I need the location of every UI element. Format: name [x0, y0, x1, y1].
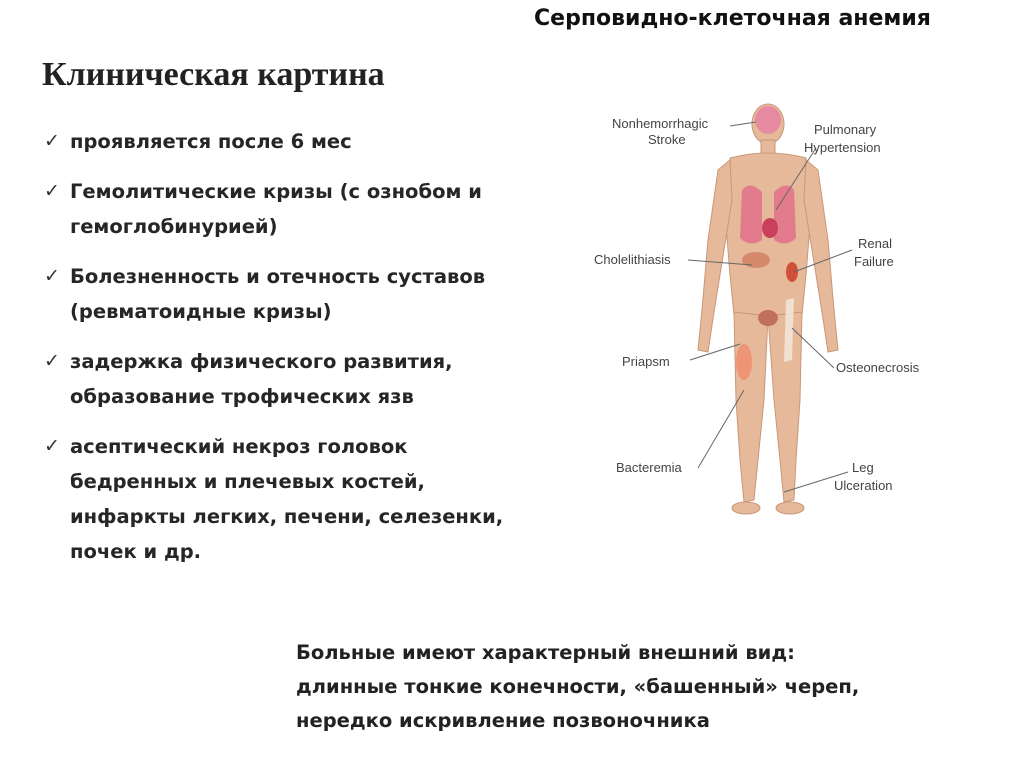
body-diagram-svg [580, 100, 940, 540]
bullet-text: Гемолитические кризы (с ознобом и гемоглобинурией) [70, 180, 482, 238]
bullet-list [44, 124, 534, 584]
left-foot-shape [732, 502, 760, 514]
check-icon: ✓ [44, 350, 60, 372]
right-foot-shape [776, 502, 804, 514]
footer-line-2: длинные тонкие конечности, «башенный» череп, [296, 675, 860, 698]
bullet-text: асептический некроз головок бедренных и плечевых костей, инфаркты легких, печени, селезенки, почек и др. [70, 435, 504, 563]
neck-shape [761, 140, 775, 154]
kidney-shape [786, 262, 798, 282]
check-icon: ✓ [44, 180, 60, 202]
section-heading: Клиническая картина [42, 56, 385, 93]
slide-title: Серповидно-клеточная анемия [534, 6, 931, 31]
bullet-text: Болезненность и отечность суставов (ревматоидные кризы) [70, 265, 486, 323]
liver-shape [742, 252, 770, 268]
brain-shape [755, 106, 781, 134]
bullet-item [44, 124, 534, 159]
label-chole: Cholelithiasis [594, 252, 671, 267]
label-priapism: Priapsm [622, 354, 670, 369]
pelvis-shape [758, 310, 778, 326]
leader-bacteremia [698, 390, 744, 468]
check-icon: ✓ [44, 435, 60, 457]
label-pulmonary-2: Hypertension [804, 140, 881, 155]
footer-line-1: Больные имеют характерный внешний вид: [296, 641, 795, 664]
label-stroke-2: Stroke [648, 132, 686, 147]
label-renal-1: Renal [858, 236, 892, 251]
left-arm-shape [698, 160, 732, 352]
body-silhouette [698, 104, 838, 514]
bullet-item [44, 259, 534, 329]
footer-note [296, 636, 996, 738]
label-osteo: Osteonecrosis [836, 360, 920, 375]
check-icon: ✓ [44, 265, 60, 287]
footer-line-3: нередко искривление позвоночника [296, 709, 710, 732]
bullet-text: проявляется после 6 мес [70, 130, 352, 153]
bullet-item [44, 344, 534, 414]
label-pulmonary-1: Pulmonary [814, 122, 877, 137]
leader-priapism [690, 344, 740, 360]
label-bacteremia: Bacteremia [616, 460, 682, 475]
label-leg-2: Ulceration [834, 478, 893, 493]
bullet-item [44, 174, 534, 244]
bullet-text: задержка физического развития, образование трофических язв [70, 350, 453, 408]
label-leg-1: Leg [852, 460, 874, 475]
body-illustration [580, 100, 940, 540]
label-renal-2: Failure [854, 254, 894, 269]
bullet-item [44, 429, 534, 569]
check-icon: ✓ [44, 130, 60, 152]
right-arm-shape [804, 160, 838, 352]
label-stroke-1: Nonhemorrhagic [612, 116, 709, 131]
heart-shape [762, 218, 778, 238]
left-leg-shape [734, 312, 768, 502]
ulcer-spot [736, 344, 752, 380]
